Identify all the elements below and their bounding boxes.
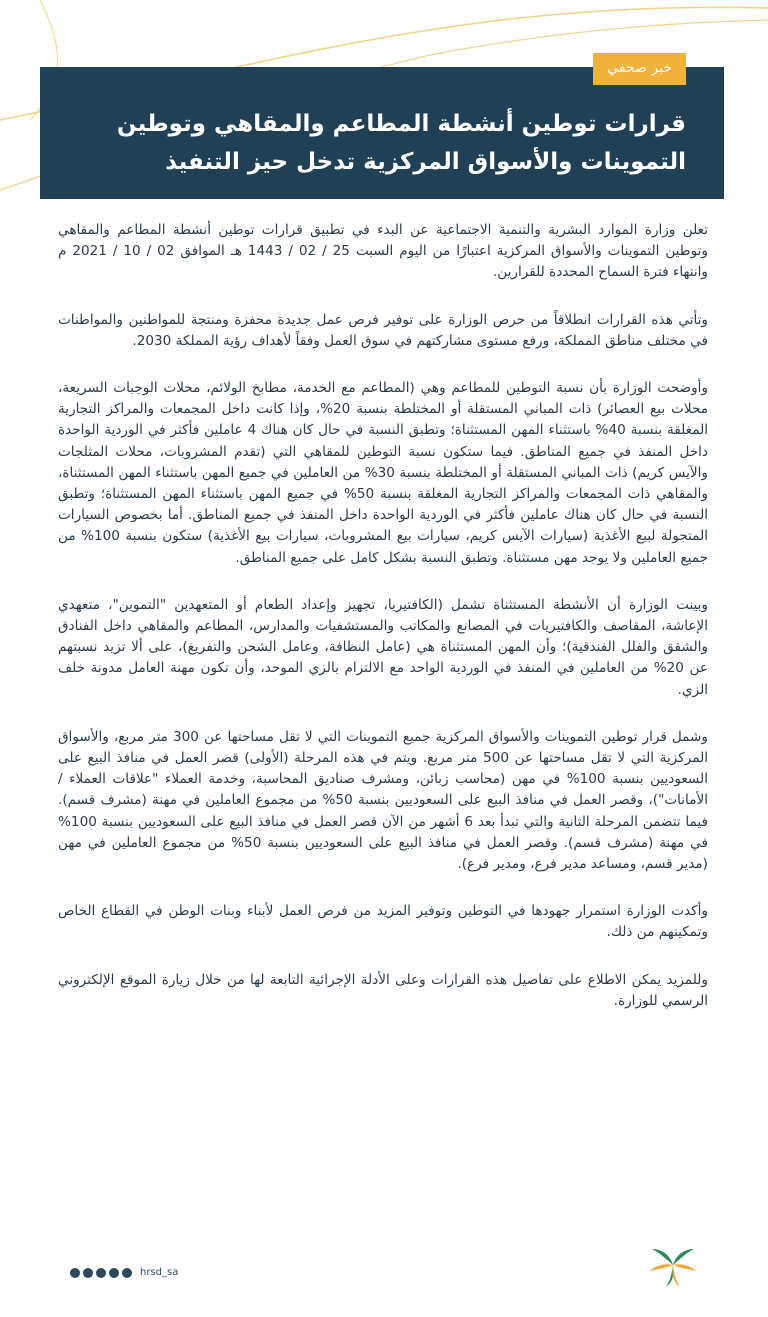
headline-banner: [40, 60, 724, 199]
facebook-icon[interactable]: [96, 1268, 106, 1278]
paragraph-goals: وتأتي هذه القرارات انطلاقاً من حرص الوزارة على توفير فرص عمل جديدة محفزة ومنتجة للمواطنين والمواطنات في مختلف مناطق المملكة، ورفع مستوى مشاركتهم في سوق العمل وفقاً لأهداف رؤية المملكة 2030.: [58, 311, 708, 349]
paragraph-more-info: وللمزيد يمكن الاطلاع على تفاصيل هذه القرارات وعلى الأدلة الإجرائية التابعة لها من خلال زيارة الموقع الإلكتروني الرسمي للوزارة.: [58, 971, 708, 1009]
paragraph-exemptions: وبينت الوزارة أن الأنشطة المستثناة تشمل (الكافتيريا، تجهيز وإعداد الطعام أو المتعهدين "التموين"، متعهدي الإعاشة، المقاصف والكافتيريات في المصانع والمكاتب والمستشفيات والمدارس، المطاعم والمقاهي داخل الفنادق والشقق والفلل الفندقية)؛ وأن المهن المستثناة هي (عامل النظافة، وعامل الشحن والتفريغ)، على ألا تزيد نسبتهم عن 20% من العاملين في المنفذ في الوردية الواحد مع الالتزام بالزي الموحد، وأن تكون مهنة العامل مدونة خلف الزي.: [58, 596, 708, 698]
ministry-logo-icon: [648, 1241, 698, 1291]
instagram-icon[interactable]: [122, 1268, 132, 1278]
footer: [0, 1235, 768, 1305]
social-handle: hrsd_sa: [140, 1267, 179, 1278]
article-body: [58, 220, 708, 1038]
twitter-icon[interactable]: [70, 1268, 80, 1278]
press-release-badge: خبر صحفي: [593, 53, 686, 85]
paragraph-commitment: وأكدت الوزارة استمرار جهودها في التوطين وتوفير المزيد من فرص العمل لأبناء وبنات الوطن في القطاع الخاص وتمكينهم من ذلك.: [58, 903, 708, 941]
youtube-icon[interactable]: [83, 1268, 93, 1278]
linkedin-icon[interactable]: [109, 1268, 119, 1278]
paragraph-intro: تعلن وزارة الموارد البشرية والتنمية الاجتماعية عن البدء في تطبيق قرارات توطين أنشطة المطاعم والمقاهي وتوطين التموينات والأسواق المركزية اعتبارًا من اليوم السبت 25 / 02 / 1443 هـ الموافق 02 / 10 / 2021 م وانتهاء فترة السماح المحددة للقرارين.: [58, 222, 708, 281]
social-links: [70, 1267, 178, 1278]
paragraph-supermarkets: وشمل قرار توطين التموينات والأسواق المركزية جميع التموينات التي لا تقل مساحتها عن 300 متر مربع، والأسواق المركزية التي لا تقل مساحتها عن 500 متر مربع. ويتم في هذه المرحلة (الأولى) قصر العمل في منافذ البيع على السعوديين بنسبة 100% في مهن (محاسب زبائن، ومشرف صناديق المحاسبة، وخدمة العملاء "علاقات العملاء / الأمانات")، وقصر العمل في منافذ البيع على السعوديين بنسبة 50% من مجموع العاملين في مهنة (مشرف قسم). فيما تتضمن المرحلة الثانية والتي تبدأ بعد 6 أشهر من الآن قصر العمل في منافذ البيع على السعوديين بنسبة 100% في مهنة (مشرف قسم). وقصر العمل في منافذ البيع على السعوديين بنسبة 50% من مجموع العاملين في مهن (مدير قسم، ومساعد مدير فرع، ومدير فرع).: [58, 728, 709, 873]
headline: قرارات توطين أنشطة المطاعم والمقاهي وتوطين التموينات والأسواق المركزية تدخل حيز التنفيذ: [116, 111, 686, 175]
paragraph-restaurants-cafes: وأوضحت الوزارة بأن نسبة التوطين للمطاعم وهي (المطاعم مع الخدمة، مطابخ الولائم، محلات الوجبات السريعة، محلات بيع العصائر) ذات المباني المستقلة أو المختلطة بنسبة 20%، وإذا كانت داخل المجمعات والمراكز التجارية المغلقة بنسبة 40% باستثناء المهن المستثناة؛ وتطبق النسبة في حال كان هناك 4 عاملين فأكثر في الوردية الواحدة داخل المنفذ في جميع المناطق. فيما ستكون نسبة التوطين للمقاهي التي (تقدم المشروبات، محلات المثلجات والآيس كريم) ذات المباني المستقلة أو المختلطة بنسبة 30% من العاملين في جميع المهن باستثناء المهن المستثناة، والمقاهي ذات المجمعات والمراكز التجارية المغلقة بنسبة 50% في جميع المهن باستثناء المهن المستثناة؛ وتطبق النسبة في حال كان هناك عاملين فأكثر في الوردية الواحدة داخل المنفذ في جميع المناطق. أما بخصوص السيارات المتجولة لبيع الأغذية (سيارات الآيس كريم، سيارات بيع المشروبات، سيارات بيع الأغذية) ستكون بنسبة 100% من جميع العاملين ولا يوجد مهن مستثناة. وتطبق النسبة بشكل كامل على جميع المناطق.: [58, 380, 709, 566]
